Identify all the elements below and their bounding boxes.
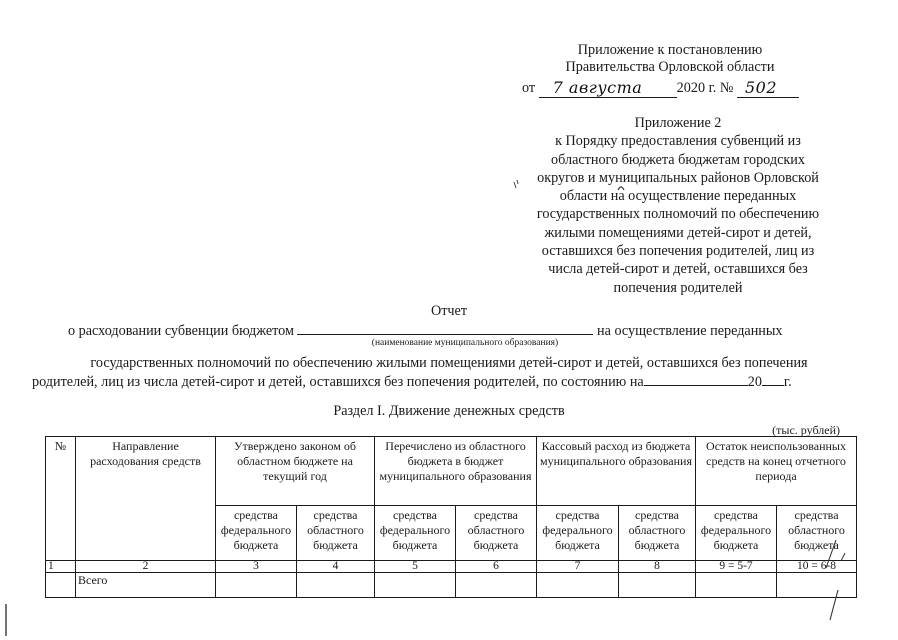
year-prefix: 20 xyxy=(747,374,762,390)
header-cash-expense: Кассовый расход из бюджета муниципального образования xyxy=(537,437,696,506)
annex2-line: государственных полномочий по обеспечению xyxy=(536,206,820,223)
pen-stroke xyxy=(826,540,838,620)
col-number: 8 xyxy=(619,561,696,573)
report-line-2: государственных полномочий по обеспечению жилыми помещениями детей-сирот и детей, оставшихся без попечения xyxy=(90,355,808,371)
subheader-federal: средства федерального бюджета xyxy=(696,506,777,561)
units-label: (тыс. рублей) xyxy=(772,423,840,437)
annex2-line: области на осуществление переданных xyxy=(559,188,797,205)
annex-line-1: Приложение к постановлению xyxy=(577,42,763,58)
report-line-1-start: о расходовании субвенции бюджетом xyxy=(68,323,294,339)
report-title: Отчет xyxy=(430,303,468,319)
pen-mark xyxy=(618,187,624,190)
section-title: Раздел I. Движение денежных средств xyxy=(333,403,565,419)
annex2-line: попечения родителей xyxy=(613,279,743,296)
annex2-line: числа детей-сирот и детей, оставшихся без xyxy=(548,261,808,278)
report-line-1-end: на осуществление переданных xyxy=(597,323,783,339)
annex2-line: жилыми помещениями детей-сирот и детей, xyxy=(544,224,812,241)
col-number: 1 xyxy=(46,561,76,573)
subheader-federal: средства федерального бюджета xyxy=(537,506,619,561)
subheader-federal: средства федерального бюджета xyxy=(375,506,456,561)
annex2-line: Приложение 2 xyxy=(634,115,722,131)
total-label: Всего xyxy=(76,573,216,598)
header-direction: Направление расходования средств xyxy=(76,437,216,561)
subheader-regional: средства областного бюджета xyxy=(297,506,375,561)
col-number: 10 = 6-8 xyxy=(777,561,857,573)
annex2-line: областного бюджета бюджетам городских xyxy=(551,151,805,168)
subheader-regional: средства областного бюджета xyxy=(456,506,537,561)
col-number: 5 xyxy=(375,561,456,573)
year-number-label: 2020 г. № xyxy=(676,80,734,96)
col-number: 9 = 5-7 xyxy=(696,561,777,573)
from-label: от xyxy=(522,80,536,96)
subheader-regional: средства областного бюджета xyxy=(777,506,857,561)
col-number: 4 xyxy=(297,561,375,573)
col-number: 2 xyxy=(76,561,216,573)
handwritten-number: 502 xyxy=(744,78,778,97)
municipality-name-note: (наименование муниципального образования) xyxy=(371,338,559,348)
report-line-3-start: родителей, лиц из числа детей-сирот и детей, оставшихся без попечения родителей, по состоянию на xyxy=(32,374,644,390)
annex2-line: к Порядку предоставления субвенций из xyxy=(555,133,801,150)
col-number: 6 xyxy=(456,561,537,573)
col-number: 7 xyxy=(537,561,619,573)
annex-line-2: Правительства Орловской области xyxy=(565,59,775,75)
year-suffix: г. xyxy=(783,374,792,390)
pen-mark xyxy=(514,180,518,188)
subheader-regional: средства областного бюджета xyxy=(619,506,696,561)
col-number: 3 xyxy=(216,561,297,573)
annex2-line: оставшихся без попечения родителей, лиц из xyxy=(541,243,815,260)
header-approved: Утверждено законом об областном бюджете на текущий год xyxy=(216,437,375,506)
pen-stroke xyxy=(841,553,845,561)
header-no: № xyxy=(46,437,76,561)
subheader-federal: средства федерального бюджета xyxy=(216,506,297,561)
annex2-line: округов и муниципальных районов Орловской xyxy=(537,169,819,186)
header-transferred: Перечислено из областного бюджета в бюджет муниципального образования xyxy=(375,437,537,506)
handwritten-date: 7 августа xyxy=(552,78,643,97)
header-balance: Остаток неиспользованных средств на конец отчетного периода xyxy=(696,437,857,506)
